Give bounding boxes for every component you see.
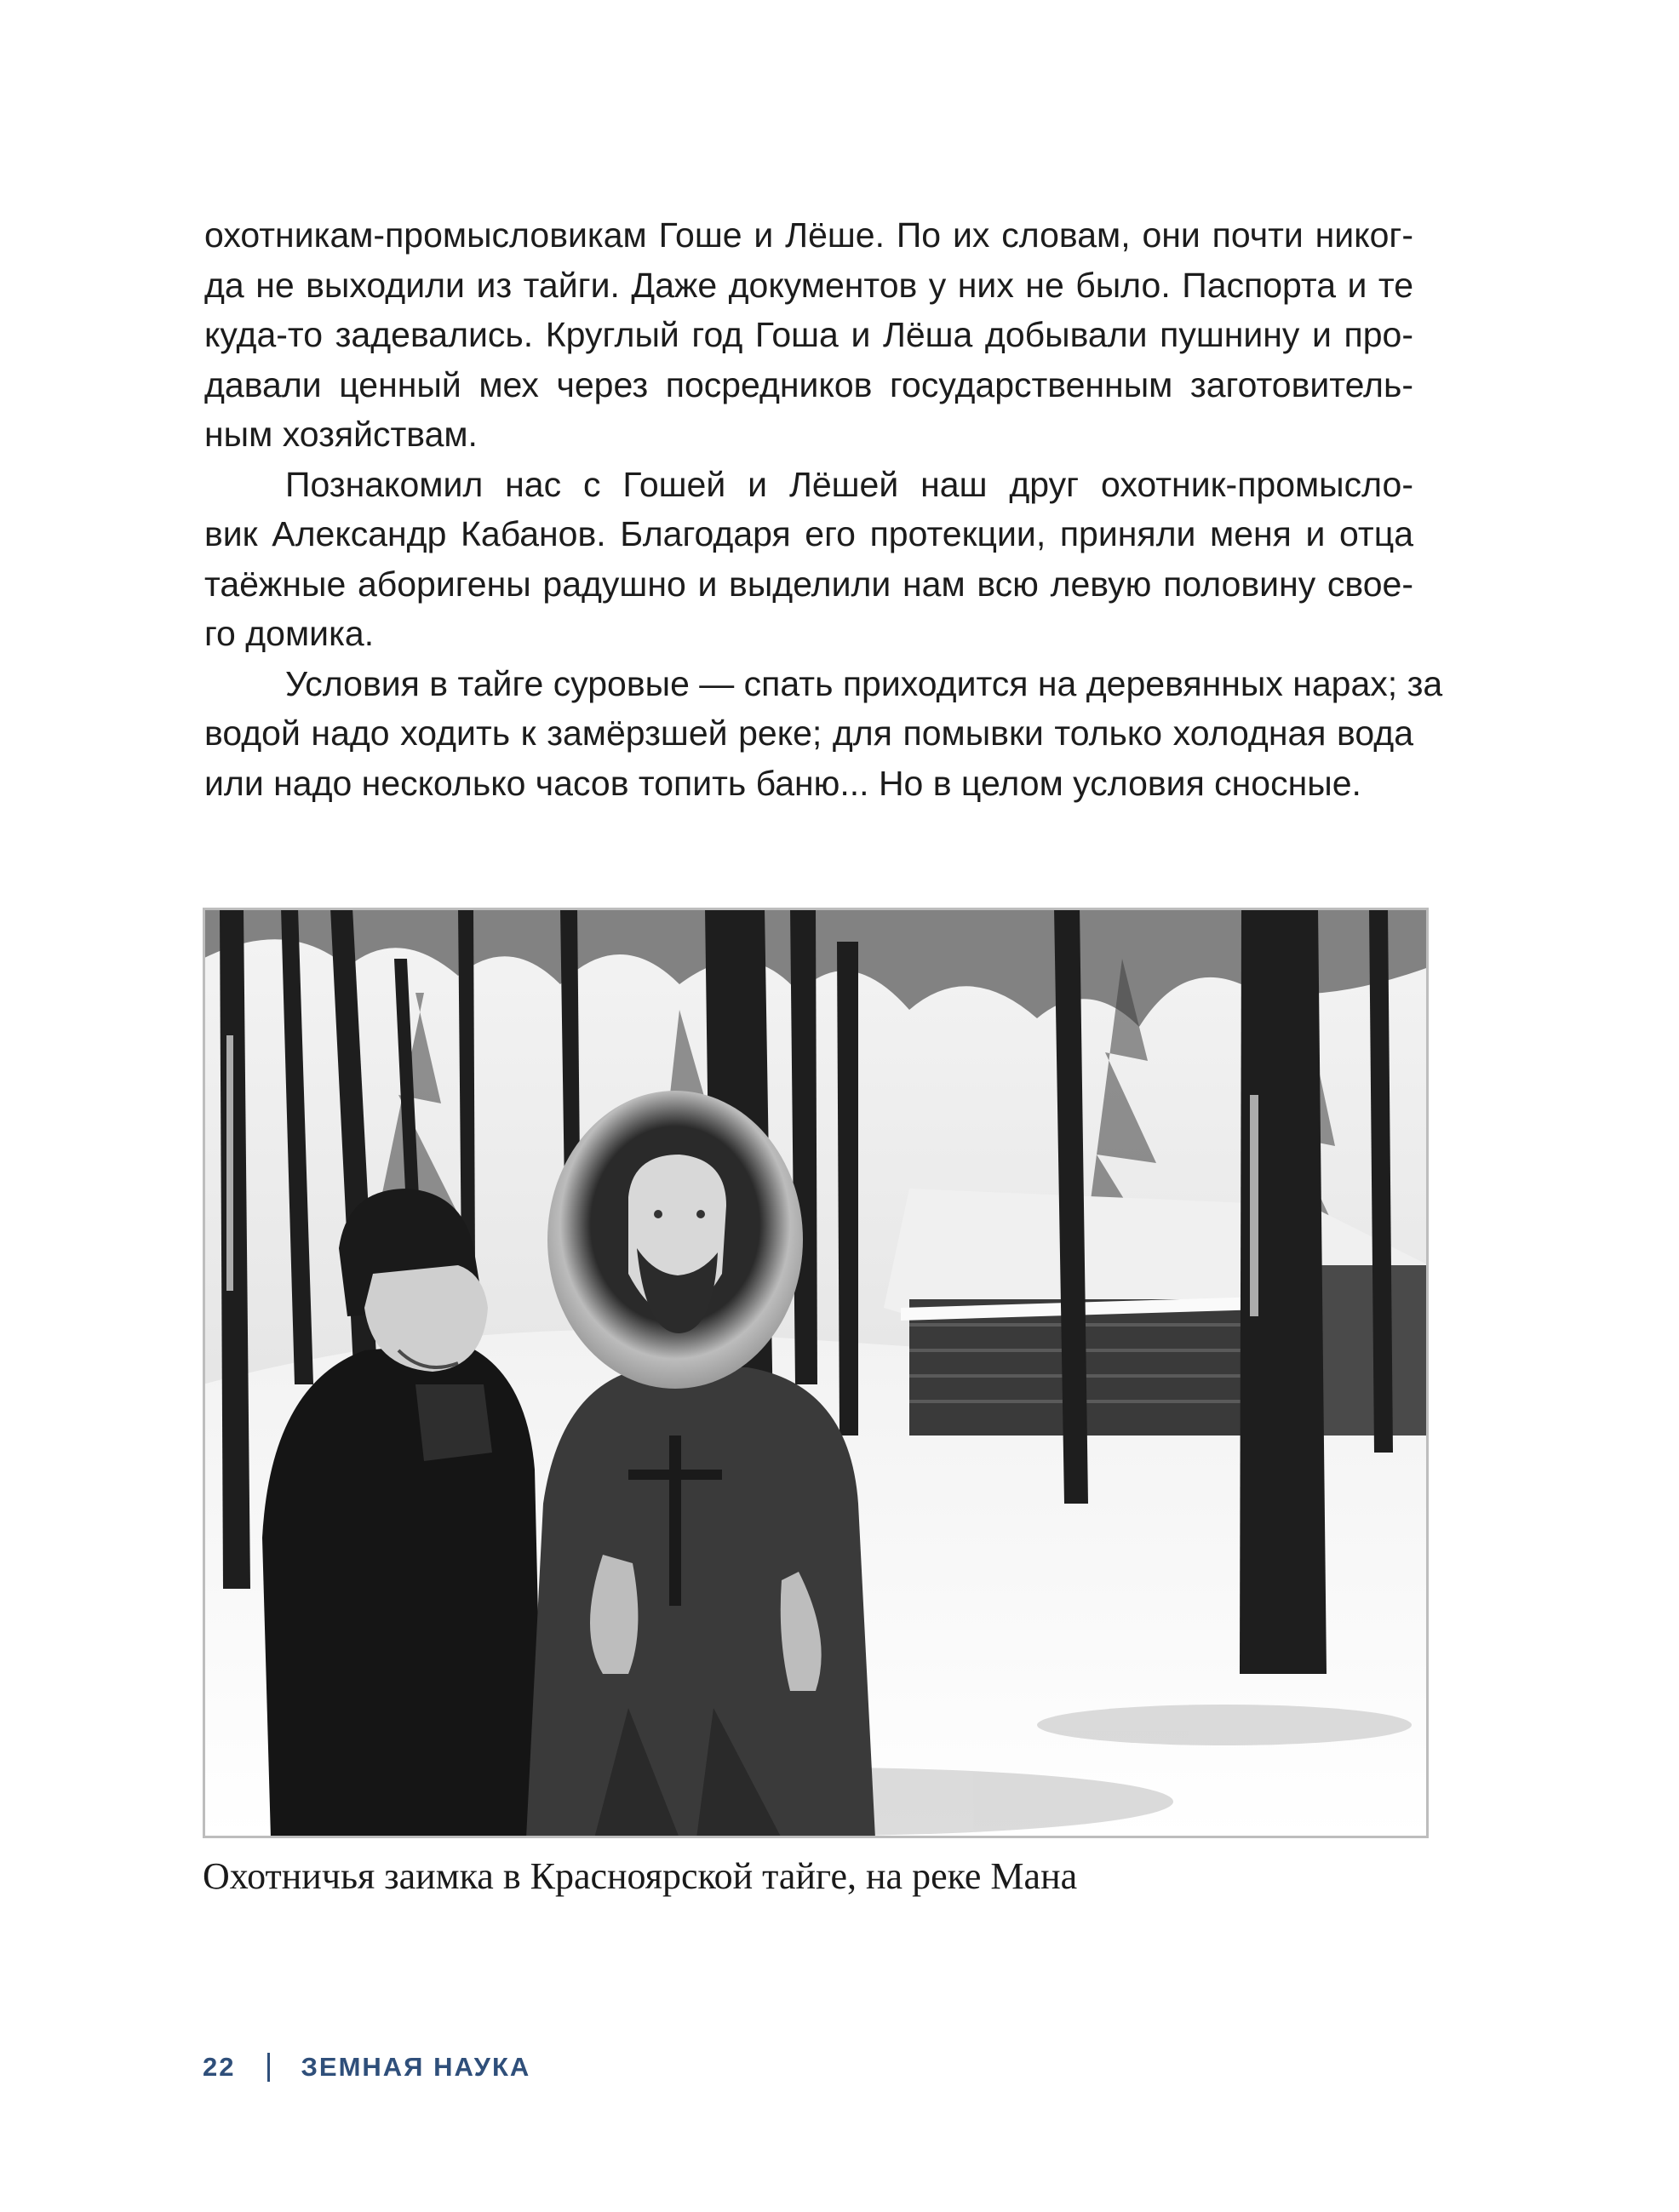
text-line: водой надо ходить к замёрзшей реке; для помывки только холодная вода: [204, 713, 1413, 753]
section-title: ЗЕМНАЯ НАУКА: [301, 2052, 531, 2082]
text-line: куда-то задевались. Круглый год Гоша и Лёша добывали пушнину и про-: [204, 315, 1413, 354]
text-line: ным хозяйствам.: [204, 415, 478, 454]
body-text: [204, 210, 1443, 808]
paragraph-start-line: Условия в тайге суровые — спать приходится на деревянных нарах; за: [285, 663, 1443, 703]
page-footer: [203, 2049, 530, 2086]
page-number: 22: [203, 2052, 236, 2082]
text-line: давали ценный мех через посредников государственным заготовитель-: [204, 364, 1413, 404]
winter-forest-photo: [203, 908, 1429, 1838]
text-line: охотникам-промысловикам Гоше и Лёше. По их словам, они почти никог-: [204, 215, 1413, 255]
paragraph-start-line: Познакомил нас с Гошей и Лёшей наш друг охотник-промысло-: [285, 464, 1413, 504]
photo-illustration: [203, 908, 1429, 1838]
text-line: го домика.: [204, 614, 375, 653]
text-line: таёжные аборигены радушно и выделили нам всю левую половину свое-: [204, 564, 1413, 604]
photo-caption: Охотничья заимка в Красноярской тайге, на реке Мана: [203, 1855, 1078, 1897]
text-line: или надо несколько часов топить баню... Но в целом условия сносные.: [204, 763, 1361, 803]
text-line: да не выходили из тайги. Даже документов у них не было. Паспорта и те: [204, 265, 1413, 305]
cabin: [884, 1189, 1429, 1436]
footer-divider: [267, 2053, 270, 2082]
text-line: вик Александр Кабанов. Благодаря его протекции, приняли меня и отца: [204, 514, 1413, 553]
